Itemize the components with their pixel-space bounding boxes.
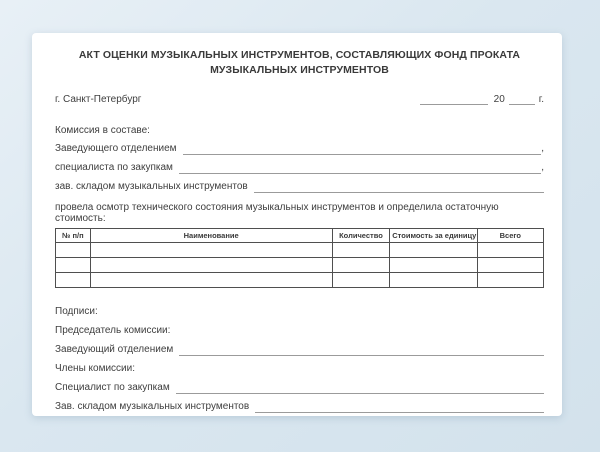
table-cell-empty (477, 258, 543, 273)
city-date-row (55, 91, 544, 105)
commission-member-row (55, 158, 544, 177)
member-line-label: Специалист по закупкам (55, 382, 170, 393)
date-group (420, 93, 544, 105)
table-cell-empty (332, 273, 390, 288)
table-cell-empty (332, 243, 390, 258)
signatures-section (55, 302, 544, 416)
table-header-unit-cost: Стоимость за единицу (390, 229, 477, 243)
commission-intro: Комиссия в составе: (55, 125, 150, 136)
commission-member-row (55, 177, 544, 196)
fill-in-line (254, 177, 544, 193)
evaluation-table (55, 228, 544, 288)
table-header-quantity: Количество (332, 229, 390, 243)
table-cell-empty (477, 243, 543, 258)
table-cell-empty (390, 273, 477, 288)
table-cell-empty (90, 258, 332, 273)
year-blank-line (509, 93, 535, 105)
table-cell-empty (56, 258, 91, 273)
commission-member-label: Заведующего отделением (55, 143, 177, 154)
line-suffix: , (541, 143, 544, 154)
member-signature-row (55, 397, 544, 416)
table-header-name: Наименование (90, 229, 332, 243)
fill-in-line (176, 378, 544, 394)
chairman-line-label: Заведующий отделением (55, 344, 174, 355)
commission-member-row (55, 139, 544, 158)
fill-in-line (255, 397, 544, 413)
year-prefix: 20 (493, 94, 505, 105)
commission-conclusion: провела осмотр технического состояния музыкальных инструментов и определила остаточную стоимость: (55, 202, 499, 224)
table-row (56, 258, 544, 273)
table-cell-empty (477, 273, 543, 288)
line-suffix: , (541, 162, 544, 173)
table-cell-empty (56, 273, 91, 288)
signatures-heading: Подписи: (55, 306, 98, 317)
table-row (56, 243, 544, 258)
year-suffix: г. (538, 94, 544, 105)
table-header-number: № п/п (56, 229, 91, 243)
fill-in-line (179, 340, 544, 356)
city-label: г. Санкт-Петербург (55, 94, 142, 105)
members-label: Члены комиссии: (55, 363, 136, 374)
table-cell-empty (90, 273, 332, 288)
fill-in-line (183, 139, 542, 155)
table-cell-empty (390, 258, 477, 273)
table-header-total: Всего (477, 229, 543, 243)
chairman-signature-row (55, 340, 544, 359)
document-title: АКТ ОЦЕНКИ МУЗЫКАЛЬНЫХ ИНСТРУМЕНТОВ, СОСТАВЛЯЮЩИХ ФОНД ПРОКАТА МУЗЫКАЛЬНЫХ ИНСТРУМЕНТОВ (78, 49, 521, 76)
fill-in-line (179, 158, 541, 174)
date-blank-line (420, 93, 488, 105)
member-signature-row (55, 378, 544, 397)
document-paper (32, 33, 562, 416)
table-row (56, 273, 544, 288)
table-cell-empty (332, 258, 390, 273)
commission-member-label: специалиста по закупкам (55, 162, 173, 173)
commission-member-label: зав. складом музыкальных инструментов (55, 181, 248, 192)
table-cell-empty (390, 243, 477, 258)
member-line-label: Зав. складом музыкальных инструментов (55, 401, 250, 412)
table-cell-empty (90, 243, 332, 258)
chairman-label: Председатель комиссии: (55, 325, 171, 336)
table-cell-empty (56, 243, 91, 258)
table-header-row (56, 229, 544, 243)
